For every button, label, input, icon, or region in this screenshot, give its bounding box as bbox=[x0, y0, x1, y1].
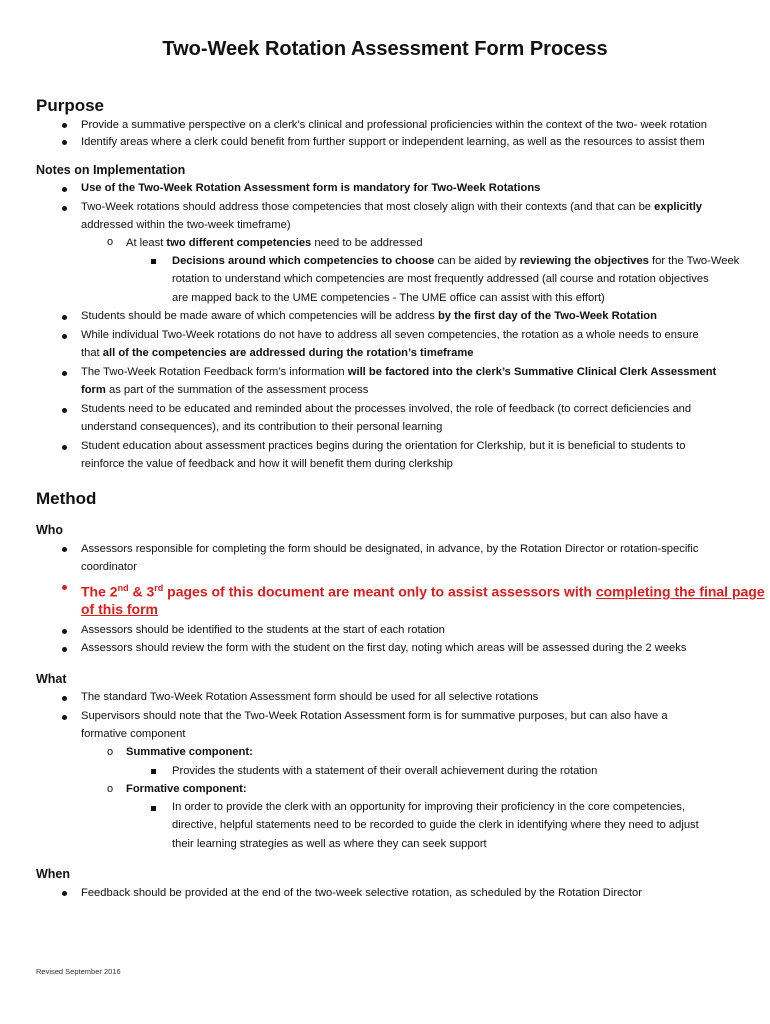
bullet-icon bbox=[62, 547, 67, 552]
page-title: Two-Week Rotation Assessment Form Process bbox=[162, 38, 608, 60]
purpose-heading: Purpose bbox=[36, 96, 105, 115]
highlight-notice: The 2nd & 3rd pages of this document are meant only to assist assessors with completing the final page bbox=[81, 583, 765, 600]
formative-label: Formative component: bbox=[126, 783, 247, 795]
notes-item-2: Two-Week rotations should address those competencies that most closely align with their contexts (and that can be explicitly bbox=[81, 201, 703, 213]
method-heading: Method bbox=[36, 489, 97, 508]
bullet-icon bbox=[62, 647, 67, 652]
notes-item-5: The Two-Week Rotation Feedback form’s information will be factored into the clerk’s Summative Clinical Clerk Assessment bbox=[81, 366, 717, 378]
purpose-item-2: Identify areas where a clerk could benefit from further support or independent learning, as well as the resources to assist them bbox=[81, 136, 705, 148]
who-item-3: Assessors should review the form with the student on the first day, noting which areas will be assessed during the 2 weeks bbox=[81, 642, 687, 654]
when-heading: When bbox=[36, 867, 71, 881]
bullet-icon bbox=[62, 206, 67, 211]
formative-item: In order to provide the clerk with an opportunity for improving their proficiency in the core competencies, bbox=[172, 801, 686, 813]
what-item-2: Supervisors should note that the Two-Week Rotation Assessment form is for summative purposes, but can also have a bbox=[81, 710, 668, 722]
square-bullet-icon bbox=[151, 769, 156, 774]
bullet-icon bbox=[62, 123, 67, 128]
circle-bullet-icon: o bbox=[107, 746, 114, 758]
bullet-icon bbox=[62, 408, 67, 413]
square-bullet-icon bbox=[151, 806, 156, 811]
who-item-2: Assessors should be identified to the students at the start of each rotation bbox=[81, 624, 445, 636]
circle-bullet-icon: o bbox=[107, 783, 114, 795]
notes-item-4: While individual Two-Week rotations do not have to address all seven competencies, the rotation as a whole needs to ensure bbox=[81, 329, 699, 341]
red-bullet-icon bbox=[62, 585, 67, 590]
bullet-icon bbox=[62, 315, 67, 320]
notes-item-1: Use of the Two-Week Rotation Assessment form is mandatory for Two-Week Rotations bbox=[81, 182, 541, 194]
notes-item-4-cont: that all of the competencies are addressed during the rotation’s timeframe bbox=[81, 347, 474, 359]
what-heading: What bbox=[36, 672, 67, 686]
bullet-icon bbox=[62, 334, 67, 339]
purpose-item-1: Provide a summative perspective on a clerk’s clinical and professional proficiencies within the context of the two- week rotation bbox=[81, 119, 707, 131]
what-item-1: The standard Two-Week Rotation Assessment form should be used for all selective rotations bbox=[81, 691, 539, 703]
what-item-2-cont: formative component bbox=[81, 728, 186, 740]
notes-subsubitem-1: Decisions around which competencies to choose can be aided by reviewing the objectives for the Two-Week bbox=[172, 255, 740, 267]
bullet-icon bbox=[62, 891, 67, 896]
notes-item-7: Student education about assessment practices begins during the orientation for Clerkship, but it is beneficial to students to bbox=[81, 440, 686, 452]
when-item-1: Feedback should be provided at the end of the two-week selective rotation, as scheduled by the Rotation Director bbox=[81, 887, 642, 899]
bullet-icon bbox=[62, 715, 67, 720]
square-bullet-icon bbox=[151, 259, 156, 264]
notes-subitem-1: At least two different competencies need to be addressed bbox=[126, 237, 423, 249]
notes-subsubitem-1-cont2: are mapped back to the UME competencies - The UME office can assist with this effort) bbox=[172, 292, 605, 304]
summative-item: Provides the students with a statement of their overall achievement during the rotation bbox=[172, 765, 598, 777]
bullet-icon bbox=[62, 140, 67, 145]
notes-subsubitem-1-cont: rotation to understand which competencies are most frequently addressed (all course and rotation objectives bbox=[172, 273, 709, 285]
who-heading: Who bbox=[36, 523, 64, 537]
bullet-icon bbox=[62, 629, 67, 634]
notes-item-6-cont: understand consequences), and its contribution to their personal learning bbox=[81, 421, 443, 433]
notes-item-6: Students need to be educated and reminded about the processes involved, the role of feedback (to correct deficiencies and bbox=[81, 403, 692, 415]
who-item-1-cont: coordinator bbox=[81, 561, 137, 573]
notes-item-2-cont: addressed within the two-week timeframe) bbox=[81, 219, 291, 231]
notes-heading: Notes on Implementation bbox=[36, 163, 186, 177]
highlight-notice-cont: of this form bbox=[81, 601, 158, 617]
notes-item-3: Students should be made aware of which competencies will be address by the first day of the Two-Week Rotation bbox=[81, 310, 657, 322]
notes-item-5-cont: form as part of the summation of the assessment process bbox=[81, 384, 369, 396]
summative-label: Summative component: bbox=[126, 746, 253, 758]
circle-bullet-icon: o bbox=[107, 236, 114, 248]
notes-item-7-cont: reinforce the value of feedback and how it will benefit them during clerkship bbox=[81, 458, 453, 470]
bullet-icon bbox=[62, 445, 67, 450]
bullet-icon bbox=[62, 371, 67, 376]
bullet-icon bbox=[62, 187, 67, 192]
who-item-1: Assessors responsible for completing the form should be designated, in advance, by the Rotation Director or rotation-specific bbox=[81, 543, 699, 555]
page-footer: Revised September 2016 bbox=[36, 967, 121, 976]
formative-item-cont: directive, helpful statements need to be recorded to guide the clerk in identifying where they need to adjust bbox=[172, 819, 699, 831]
formative-item-cont2: their learning strategies as well as where they can seek support bbox=[172, 838, 487, 850]
bullet-icon bbox=[62, 696, 67, 701]
